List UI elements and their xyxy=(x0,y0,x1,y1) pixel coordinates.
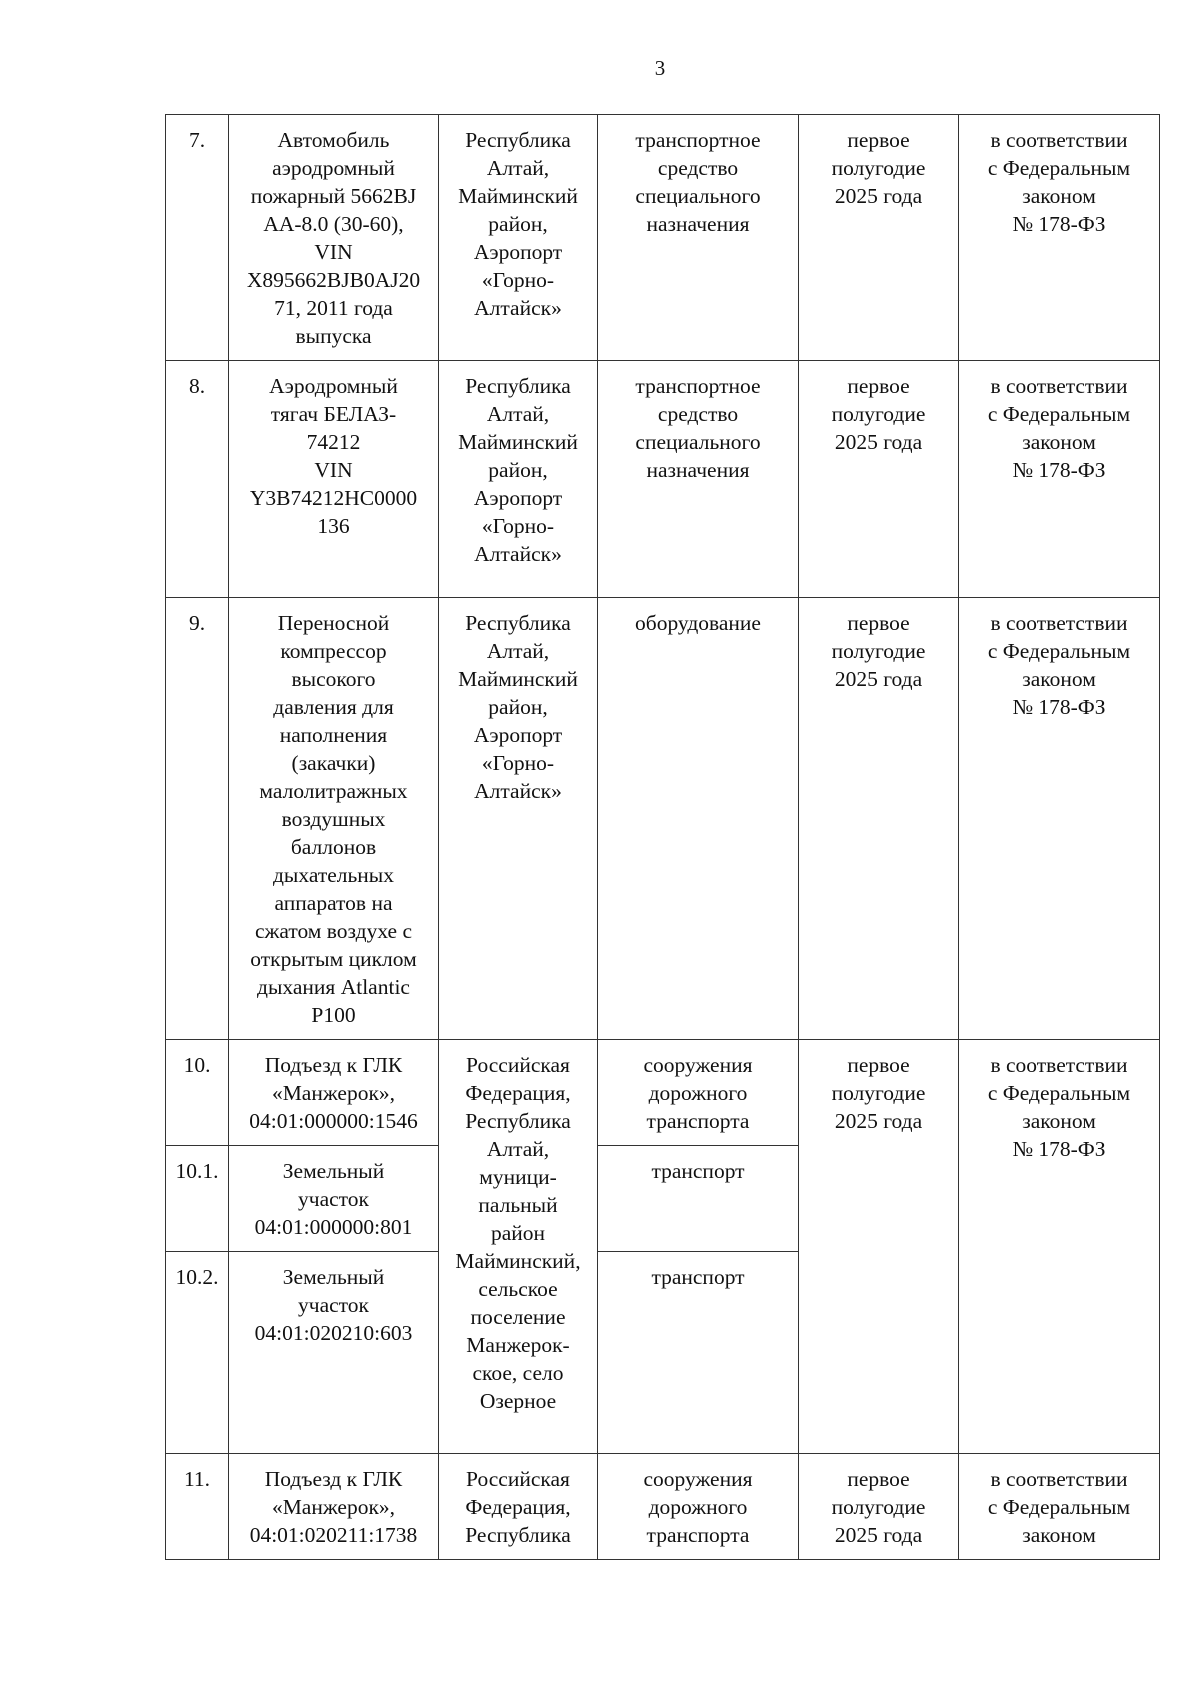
cell-text-line: Российская xyxy=(466,1467,570,1491)
cell-text-line: район, xyxy=(488,458,548,482)
cell-text-line: Алтай, xyxy=(486,1137,550,1161)
cell-text-line: «Манжерок», xyxy=(271,1495,396,1519)
legal-basis-cell xyxy=(959,1040,1160,1454)
cell-text-line: Майминский, xyxy=(455,1249,581,1273)
cell-text-line: ское, село xyxy=(472,1361,564,1385)
cell-text-line: первое xyxy=(847,374,910,398)
cell-text-line: P100 xyxy=(311,1003,356,1027)
cell-text-line: законом xyxy=(1022,667,1096,691)
row-number: 10.2. xyxy=(166,1252,229,1454)
object-name-cell xyxy=(229,1040,439,1146)
cell-text-line: транспорта xyxy=(646,1109,750,1133)
cell-text-line: VIN xyxy=(314,240,353,264)
cell-text-line: Федерация, xyxy=(465,1081,571,1105)
cell-text-line: «Горно- xyxy=(481,514,555,538)
cell-text-line: 04:01:020211:1738 xyxy=(249,1523,418,1547)
cell-text-line: специального xyxy=(635,430,761,454)
cell-text-line: тягач БЕЛАЗ- xyxy=(270,402,397,426)
cell-text-line: транспорт xyxy=(651,1159,745,1183)
cell-text-line: Майминский xyxy=(458,184,578,208)
cell-text-line: первое xyxy=(847,611,910,635)
cell-text-line: X895662BJB0AJ20 xyxy=(246,268,421,292)
cell-text-line: в соответствии xyxy=(990,374,1128,398)
cell-text-line: оборудование xyxy=(635,611,761,635)
cell-text-line: (закачки) xyxy=(291,751,376,775)
cell-text-line: Республика xyxy=(465,374,571,398)
cell-text-line: Земельный xyxy=(282,1265,385,1289)
row-number: 8. xyxy=(166,361,229,598)
cell-text-line: полугодие xyxy=(831,1081,926,1105)
cell-text-line: дорожного xyxy=(648,1495,748,1519)
cell-text-line: законом xyxy=(1022,184,1096,208)
cell-text-line: с Федеральным xyxy=(987,402,1131,426)
cell-text-line: открытым циклом xyxy=(250,947,417,971)
cell-text-line: аэродромный xyxy=(272,156,395,180)
cell-text-line: участок xyxy=(298,1293,369,1317)
cell-text-line: малолитражных xyxy=(259,779,408,803)
cell-text-line: № 178-ФЗ xyxy=(1012,212,1106,236)
cell-text-line: первое xyxy=(847,1053,910,1077)
cell-text-line: специального xyxy=(635,184,761,208)
cell-text-line: законом xyxy=(1022,1523,1096,1547)
cell-text-line: первое xyxy=(847,128,910,152)
object-name-cell xyxy=(229,361,439,598)
cell-text-line: с Федеральным xyxy=(987,639,1131,663)
cell-text-line: Республика xyxy=(465,128,571,152)
cell-text-line: «Горно- xyxy=(481,268,555,292)
cell-text-line: баллонов xyxy=(290,835,377,859)
cell-text-line: Майминский xyxy=(458,667,578,691)
legal-basis-cell xyxy=(959,115,1160,361)
cell-text-line: наполнения xyxy=(279,723,388,747)
cell-text-line: с Федеральным xyxy=(987,156,1131,180)
cell-text-line: 2025 года xyxy=(834,1523,923,1547)
object-name-cell xyxy=(229,1454,439,1560)
object-type-cell xyxy=(598,361,799,598)
row-number: 11. xyxy=(166,1454,229,1560)
table-row xyxy=(166,115,1160,361)
cell-text-line: Аэропорт xyxy=(473,486,563,510)
cell-text-line: пожарный 5662BJ xyxy=(250,184,417,208)
row-number: 10.1. xyxy=(166,1146,229,1252)
cell-text-line: в соответствии xyxy=(990,1053,1128,1077)
location-cell xyxy=(439,361,598,598)
cell-text-line: Алтай, xyxy=(486,639,550,663)
cell-text-line: Y3B74212HC0000 xyxy=(249,486,418,510)
cell-text-line: Алтайск» xyxy=(474,296,562,320)
cell-text-line: район, xyxy=(488,695,548,719)
cell-text-line: компрессор xyxy=(280,639,387,663)
cell-text-line: дыхания Atlantic xyxy=(257,975,410,999)
cell-text-line: полугодие xyxy=(831,639,926,663)
cell-text-line: муници- xyxy=(479,1165,557,1189)
cell-text-line: высокого xyxy=(291,667,376,691)
cell-text-line: транспортное xyxy=(635,128,761,152)
cell-text-line: Земельный xyxy=(282,1159,385,1183)
cell-text-line: VIN xyxy=(314,458,353,482)
period-cell xyxy=(799,1454,959,1560)
cell-text-line: 2025 года xyxy=(834,430,923,454)
cell-text-line: Алтайск» xyxy=(474,779,562,803)
location-cell xyxy=(439,1040,598,1454)
period-cell xyxy=(799,1040,959,1454)
cell-text-line: выпуска xyxy=(295,324,372,348)
object-type-cell xyxy=(598,1040,799,1146)
legal-basis-cell xyxy=(959,361,1160,598)
object-type-cell xyxy=(598,115,799,361)
cell-text-line: Манжерок- xyxy=(466,1333,570,1357)
row-number: 7. xyxy=(166,115,229,361)
cell-text-line: назначения xyxy=(646,458,750,482)
cell-text-line: № 178-ФЗ xyxy=(1012,458,1106,482)
cell-text-line: поселение xyxy=(470,1305,566,1329)
cell-text-line: сооружения xyxy=(643,1467,753,1491)
cell-text-line: с Федеральным xyxy=(987,1081,1131,1105)
cell-text-line: 04:01:020210:603 xyxy=(254,1321,413,1345)
cell-text-line: полугодие xyxy=(831,1495,926,1519)
cell-text-line: «Манжерок», xyxy=(271,1081,396,1105)
cell-text-line: в соответствии xyxy=(990,1467,1128,1491)
table-row xyxy=(166,598,1160,1040)
cell-text-line: сжатом воздухе с xyxy=(254,919,413,943)
cell-text-line: Республика xyxy=(465,1523,571,1547)
cell-text-line: первое xyxy=(847,1467,910,1491)
cell-text-line: Российская xyxy=(466,1053,570,1077)
cell-text-line: Подъезд к ГЛК xyxy=(264,1467,403,1491)
page-number: 3 xyxy=(654,56,666,80)
location-cell xyxy=(439,115,598,361)
cell-text-line: Подъезд к ГЛК xyxy=(264,1053,403,1077)
cell-text-line: Переносной xyxy=(277,611,390,635)
cell-text-line: 2025 года xyxy=(834,1109,923,1133)
cell-text-line: сельское xyxy=(478,1277,558,1301)
table-row xyxy=(166,361,1160,598)
object-name-cell xyxy=(229,598,439,1040)
cell-text-line: полугодие xyxy=(831,156,926,180)
object-type-cell xyxy=(598,598,799,1040)
cell-text-line: Алтай, xyxy=(486,156,550,180)
cell-text-line: полугодие xyxy=(831,402,926,426)
cell-text-line: Республика xyxy=(465,611,571,635)
object-name-cell xyxy=(229,115,439,361)
period-cell xyxy=(799,598,959,1040)
cell-text-line: назначения xyxy=(646,212,750,236)
cell-text-line: Автомобиль xyxy=(277,128,390,152)
cell-text-line: 04:01:000000:1546 xyxy=(249,1109,418,1133)
cell-text-line: Алтай, xyxy=(486,402,550,426)
period-cell xyxy=(799,361,959,598)
cell-text-line: средство xyxy=(657,402,739,426)
period-cell xyxy=(799,115,959,361)
cell-text-line: 2025 года xyxy=(834,184,923,208)
cell-text-line: сооружения xyxy=(643,1053,753,1077)
legal-basis-cell xyxy=(959,1454,1160,1560)
row-number: 10. xyxy=(166,1040,229,1146)
cell-text-line: Федерация, xyxy=(465,1495,571,1519)
row-number: 9. xyxy=(166,598,229,1040)
cell-text-line: законом xyxy=(1022,430,1096,454)
object-name-cell xyxy=(229,1252,439,1454)
cell-text-line: 2025 года xyxy=(834,667,923,691)
cell-text-line: 04:01:000000:801 xyxy=(254,1215,413,1239)
cell-text-line: Аэропорт xyxy=(473,240,563,264)
object-type-cell xyxy=(598,1146,799,1252)
cell-text-line: Майминский xyxy=(458,430,578,454)
cell-text-line: Алтайск» xyxy=(474,542,562,566)
cell-text-line: Озерное xyxy=(479,1389,557,1413)
cell-text-line: район, xyxy=(488,212,548,236)
cell-text-line: дорожного xyxy=(648,1081,748,1105)
cell-text-line: 136 xyxy=(317,514,350,538)
object-type-cell xyxy=(598,1454,799,1560)
cell-text-line: участок xyxy=(298,1187,369,1211)
table-row xyxy=(166,1454,1160,1560)
cell-text-line: дыхательных xyxy=(272,863,394,887)
cell-text-line: законом xyxy=(1022,1109,1096,1133)
cell-text-line: 71, 2011 года xyxy=(274,296,393,320)
location-cell xyxy=(439,1454,598,1560)
cell-text-line: район xyxy=(490,1221,546,1245)
table-row xyxy=(166,1040,1160,1146)
legal-basis-cell xyxy=(959,598,1160,1040)
cell-text-line: в соответствии xyxy=(990,611,1128,635)
cell-text-line: транспорт xyxy=(651,1265,745,1289)
cell-text-line: № 178-ФЗ xyxy=(1012,1137,1106,1161)
cell-text-line: 74212 xyxy=(306,430,361,454)
cell-text-line: Аэропорт xyxy=(473,723,563,747)
object-name-cell xyxy=(229,1146,439,1252)
cell-text-line: пальный xyxy=(478,1193,558,1217)
cell-text-line: средство xyxy=(657,156,739,180)
cell-text-line: № 178-ФЗ xyxy=(1012,695,1106,719)
location-cell xyxy=(439,598,598,1040)
object-type-cell xyxy=(598,1252,799,1454)
property-table xyxy=(165,114,1160,1560)
cell-text-line: в соответствии xyxy=(990,128,1128,152)
cell-text-line: давления для xyxy=(273,695,394,719)
cell-text-line: «Горно- xyxy=(481,751,555,775)
cell-text-line: AA-8.0 (30-60), xyxy=(263,212,404,236)
cell-text-line: транспортное xyxy=(635,374,761,398)
cell-text-line: транспорта xyxy=(646,1523,750,1547)
cell-text-line: с Федеральным xyxy=(987,1495,1131,1519)
cell-text-line: Аэродромный xyxy=(269,374,398,398)
cell-text-line: Республика xyxy=(465,1109,571,1133)
cell-text-line: воздушных xyxy=(281,807,386,831)
cell-text-line: аппаратов на xyxy=(274,891,393,915)
